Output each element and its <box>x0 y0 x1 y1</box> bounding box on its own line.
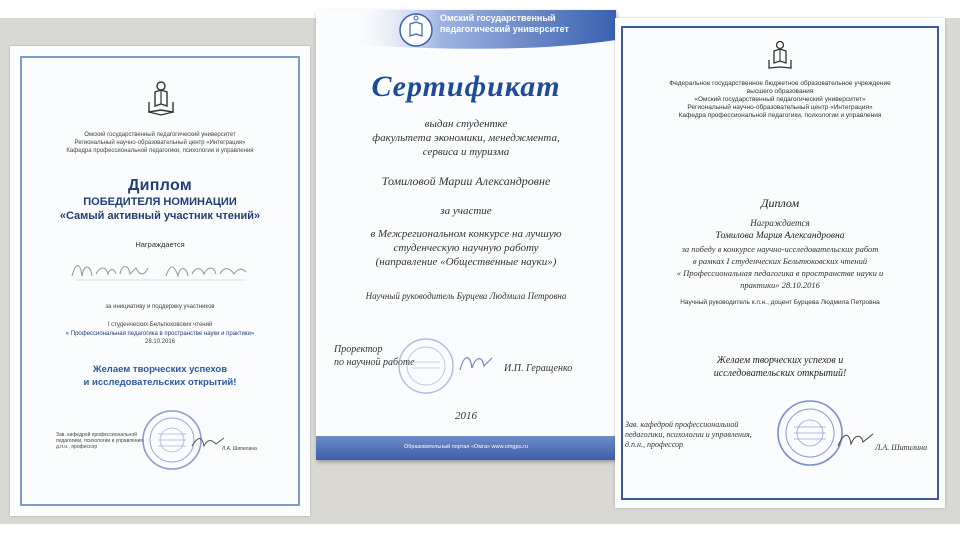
reason-line-4: практики» 28.10.2016 <box>740 280 820 290</box>
university-emblem-icon <box>766 40 794 72</box>
signer-title-line-3: д.п.н., профессор <box>56 444 98 450</box>
header-line-3: «Омский государственный педагогический университет» <box>694 96 866 103</box>
diploma-title: Диплом <box>127 177 193 194</box>
recipient-name: Томиловой Марии Александровне <box>381 174 551 188</box>
signer-title-line-1: Зав. кафедрой профессиональной <box>56 432 137 438</box>
reason-line-3: « Профессиональная педагогика в пространстве науки и <box>676 268 884 278</box>
signer-name: Л.А. Шипилина <box>875 443 928 452</box>
footer-text: Образовательный портал «Омга» www.omgpu.ru <box>403 444 529 450</box>
signature-mark <box>190 434 226 450</box>
wish-line-2: и исследовательских открытий! <box>83 377 237 388</box>
wish-line-1: Желаем творческих успехов <box>92 364 228 375</box>
issued-line-3: сервиса и туризма <box>422 146 510 158</box>
bottom-margin <box>0 524 960 540</box>
university-emblem-icon <box>146 80 176 116</box>
header-line-1: Омский государственный педагогический университет <box>84 132 236 138</box>
supervisor-line: Научный руководитель к.п.н., доцент Бурцева Людмила Петровна <box>680 299 880 306</box>
issued-line-1: выдан студентке <box>424 118 508 130</box>
header-line-3: Кафедра профессиональной педагогики, психологии и управления <box>66 148 254 154</box>
certificate-year: 2016 <box>455 410 477 422</box>
diploma-subtitle: ПОБЕДИТЕЛЯ НОМИНАЦИИ <box>83 196 237 208</box>
awarded-label: Награждается <box>750 218 810 228</box>
recipient-name: Томилова Мария Александровна <box>715 231 845 241</box>
signer-title-line-1: Зав. кафедрой профессиональной <box>625 420 739 429</box>
university-name-line-1: Омский государственный <box>440 13 556 23</box>
signer-title-line-2: педагогики, психологии и управления, <box>56 438 145 444</box>
reason-line-1: за победу в конкурсе научно-исследовательских работ <box>681 244 879 254</box>
round-seal-stamp <box>396 336 456 396</box>
certificate <box>316 10 616 460</box>
prorector-title-line-2: по научной работе <box>334 357 415 368</box>
prorector-name: И.П. Геращенко <box>504 363 573 374</box>
signer-title <box>625 420 752 450</box>
handwritten-name-signature <box>66 256 256 284</box>
wish-line-2: исследовательских открытий! <box>713 368 847 379</box>
supervisor-line: Научный руководитель Бурцева Людмила Петровна <box>365 291 567 301</box>
signer-title-line-2: педагогики, психологии и управления, <box>625 430 752 439</box>
contest-line-2: студенческую научную работу <box>393 242 539 254</box>
signature-mark <box>835 428 875 450</box>
header-line-2: Региональный научно-образовательный центр «Интеграция» <box>74 140 246 146</box>
event-name: I студенческих Бельтюковских чтений <box>107 322 213 328</box>
signature-mark <box>456 350 496 374</box>
signer-title-line-3: д.п.н., профессор <box>625 440 684 449</box>
contest-line-1: в Межрегиональном конкурсе на лучшую <box>370 228 562 240</box>
participation-label: за участие <box>440 205 492 217</box>
event-theme: « Профессиональная педагогика в пространстве науки и практики» <box>65 331 255 337</box>
reason-line-2: в рамках I студенческих Бельтюковских чтений <box>692 256 868 266</box>
certificate-title: Сертификат <box>371 70 561 103</box>
award-reason: за инициативу и поддержку участников <box>105 304 215 310</box>
contest-line-3: (направление «Общественные науки») <box>375 256 557 268</box>
diploma-title: Диплом <box>760 196 800 210</box>
header-line-5: Кафедра профессиональной педагогики, психологии и управления <box>678 112 882 119</box>
header-line-1: Федеральное государственное бюджетное образовательное учреждение <box>669 80 891 87</box>
event-date: 28.10.2016 <box>144 339 176 345</box>
diploma-research-contest <box>615 18 945 508</box>
header-line-4: Региональный научно-образовательный центр «Интеграция» <box>687 104 873 111</box>
prorector-title-line-1: Проректор <box>334 344 383 355</box>
diploma-winner-nomination <box>10 46 310 516</box>
awarded-label: Награждается <box>135 240 185 249</box>
university-name <box>440 13 610 35</box>
issued-line-2: факультета экономики, менеджмента, <box>372 132 560 144</box>
wish-line-1: Желаем творческих успехов и <box>716 355 844 366</box>
university-name-line-2: педагогический университет <box>440 24 569 34</box>
signer-name: Л.А. Шипилина <box>222 446 257 452</box>
nomination-name: «Самый активный участник чтений» <box>59 210 261 222</box>
header-line-2: высшего образования <box>746 88 814 95</box>
